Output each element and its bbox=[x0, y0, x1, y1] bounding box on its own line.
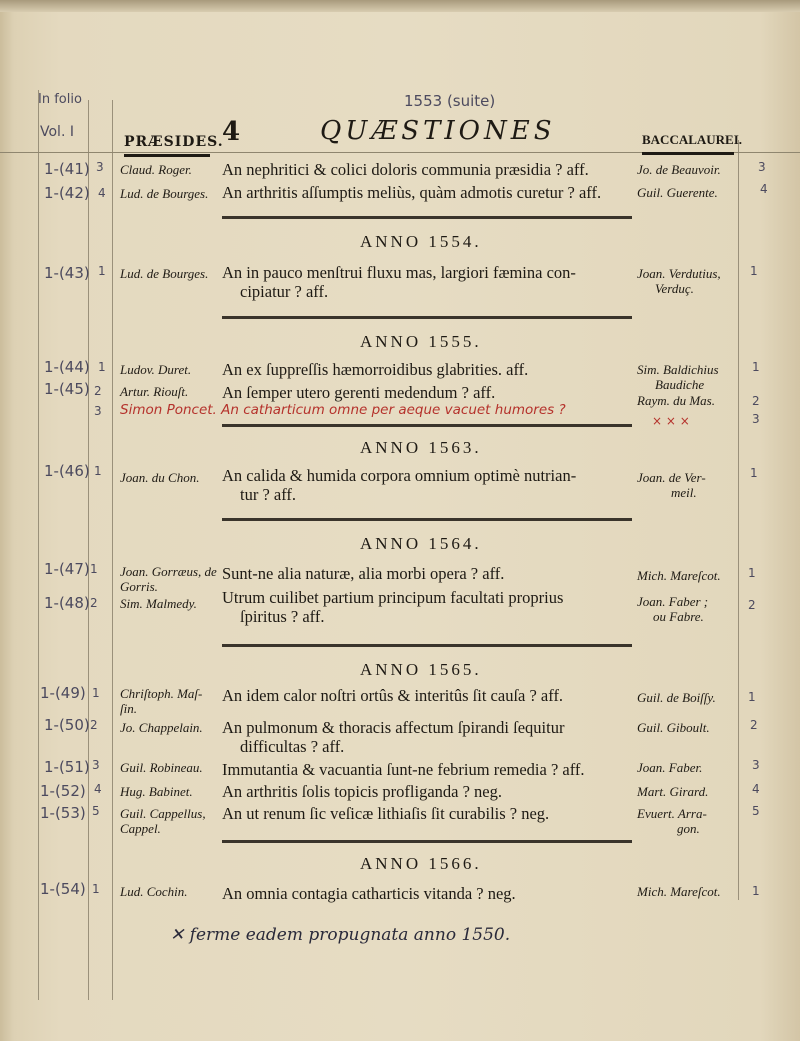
presides-label: PRÆSIDES. bbox=[124, 134, 224, 150]
margin-number: 1-(48) bbox=[44, 594, 90, 612]
year-heading: ANNO 1566. bbox=[360, 854, 482, 873]
margin-line bbox=[88, 100, 89, 1000]
margin-number: 1-(44) bbox=[44, 358, 90, 376]
margin-number: 1-(54) bbox=[40, 880, 86, 898]
praeses-name: Lud. de Bourges. bbox=[120, 186, 209, 201]
thesis-text: An pulmonum & thoracis affectum ſpirandi ſequitur difficultas ? aff. bbox=[222, 718, 565, 756]
header-bar bbox=[642, 152, 734, 155]
side-index: 1 bbox=[748, 690, 756, 704]
side-index: 4 bbox=[752, 782, 760, 796]
side-index: 1 bbox=[752, 884, 760, 898]
side-index: 5 bbox=[752, 804, 760, 818]
praeses-name: Artur. Riouſt. bbox=[120, 384, 189, 399]
praeses-name: Sim. Malmedy. bbox=[120, 596, 197, 611]
margin-number: 1-(46) bbox=[44, 462, 90, 480]
baccalaureus-name: Jo. de Beauvoir. bbox=[637, 162, 721, 177]
margin-number: 1-(53) bbox=[40, 804, 86, 822]
thesis-text: An idem calor noſtri ortûs & interitûs ſit cauſa ? aff. bbox=[222, 686, 564, 705]
year-heading: ANNO 1565. bbox=[360, 660, 482, 679]
side-index: 2 bbox=[750, 718, 758, 732]
pencil-note: In folio bbox=[38, 92, 82, 107]
margin-index: 2 bbox=[90, 718, 98, 732]
baccalaureus-name: Guil. Guerente. bbox=[637, 185, 718, 200]
margin-line bbox=[738, 140, 739, 900]
side-index: 3 bbox=[752, 758, 760, 772]
side-index: 1 bbox=[750, 264, 758, 278]
year-rule bbox=[222, 518, 632, 521]
page-title: QUÆSTIONES bbox=[320, 116, 556, 146]
praeses-name: Lud. de Bourges. bbox=[120, 266, 209, 281]
baccalaureus-name: Joan. Verdutius, Verduç. bbox=[637, 266, 721, 296]
year-heading: ANNO 1564. bbox=[360, 534, 482, 553]
baccalaureus-name: Evuert. Arra- gon. bbox=[637, 806, 707, 836]
margin-number: 1-(51) bbox=[44, 758, 90, 776]
baccalaureus-name: Joan. Faber ; ou Fabre. bbox=[637, 594, 709, 624]
baccalaureus-name: Sim. Baldichius Baudiche bbox=[637, 362, 719, 392]
thesis-text: An nephritici & colici doloris communia præsidia ? aff. bbox=[222, 160, 589, 179]
margin-number: 1-(41) bbox=[44, 160, 90, 178]
margin-index: 1 bbox=[92, 686, 100, 700]
pencil-note: 1553 (suite) bbox=[404, 92, 496, 110]
side-index: 3 bbox=[758, 160, 766, 174]
year-rule bbox=[222, 424, 632, 427]
margin-index: 3 bbox=[94, 404, 102, 418]
year-rule bbox=[222, 216, 632, 219]
baccalaureus-name: Guil. Giboult. bbox=[637, 720, 710, 735]
thesis-text: Immutantia & vacuantia ſunt-ne febrium remedia ? aff. bbox=[222, 760, 585, 779]
margin-number: 1-(50) bbox=[44, 716, 90, 734]
margin-index: 1 bbox=[94, 464, 102, 478]
praeses-name: Hug. Babinet. bbox=[120, 784, 193, 799]
margin-index: 1 bbox=[90, 562, 98, 576]
baccalaurei-label: BACCALAUREI. bbox=[642, 132, 743, 147]
side-index: 2 bbox=[748, 598, 756, 612]
thesis-text: Sunt-ne alia naturæ, alia morbi opera ? aff. bbox=[222, 564, 505, 583]
year-rule bbox=[222, 644, 632, 647]
margin-index: 1 bbox=[98, 264, 106, 278]
praeses-name: Joan. du Chon. bbox=[120, 470, 200, 485]
side-index: 3 bbox=[752, 412, 760, 426]
praeses-name: Guil. Cappellus, Cappel. bbox=[120, 806, 206, 836]
baccalaureus-name: Mich. Mareſcot. bbox=[637, 568, 721, 583]
baccalaureus-name: Joan. de Ver- meil. bbox=[637, 470, 706, 500]
thesis-text: An calida & humida corpora omnium optimè nutrian- tur ? aff. bbox=[222, 466, 577, 504]
thesis-text: An in pauco menſtrui fluxu mas, largiori fæmina con- cipiatur ? aff. bbox=[222, 263, 576, 301]
praeses-name: Joan. Gorræus, de Gorris. bbox=[120, 564, 217, 594]
page-number: 4 bbox=[222, 117, 241, 147]
margin-index: 2 bbox=[94, 384, 102, 398]
year-heading: ANNO 1554. bbox=[360, 232, 482, 251]
year-heading: ANNO 1563. bbox=[360, 438, 482, 457]
margin-number: 1-(49) bbox=[40, 684, 86, 702]
margin-index: 3 bbox=[96, 160, 104, 174]
margin-number: 1-(42) bbox=[44, 184, 90, 202]
margin-number: 1-(43) bbox=[44, 264, 90, 282]
margin-index: 2 bbox=[90, 596, 98, 610]
side-index: 1 bbox=[752, 360, 760, 374]
margin-index: 5 bbox=[92, 804, 100, 818]
margin-line bbox=[38, 90, 39, 1000]
page-top-edge bbox=[0, 0, 800, 12]
header-bar bbox=[124, 154, 210, 157]
thesis-text: An ſemper utero gerenti medendum ? aff. bbox=[222, 383, 496, 402]
margin-number: 1-(52) bbox=[40, 782, 86, 800]
praeses-name: Jo. Chappelain. bbox=[120, 720, 203, 735]
baccalaureus-name: Joan. Faber. bbox=[637, 760, 703, 775]
baccalaureus-name: Mart. Girard. bbox=[637, 784, 709, 799]
red-marks: × × × bbox=[652, 414, 690, 428]
pencil-note: Vol. I bbox=[40, 124, 74, 140]
thesis-text: An omnia contagia catharticis vitanda ? neg. bbox=[222, 884, 516, 903]
margin-index: 3 bbox=[92, 758, 100, 772]
handwritten-footnote: ✕ ferme eadem propugnata anno 1550. bbox=[170, 925, 511, 945]
thesis-text: An ex ſuppreſſis hæmorroidibus glabrities. aff. bbox=[222, 360, 529, 379]
thesis-text: An arthritis ſolis topicis profliganda ? neg. bbox=[222, 782, 502, 801]
side-index: 1 bbox=[750, 466, 758, 480]
praeses-name: Claud. Roger. bbox=[120, 162, 192, 177]
baccalaureus-name: Mich. Mareſcot. bbox=[637, 884, 721, 899]
thesis-text: Utrum cuilibet partium principum facultati proprius ſpiritus ? aff. bbox=[222, 588, 564, 626]
margin-number: 1-(47) bbox=[44, 560, 90, 578]
praeses-name: Guil. Robineau. bbox=[120, 760, 203, 775]
thesis-text: An ut renum ſic veſicæ lithiaſis ſit curabilis ? neg. bbox=[222, 804, 550, 823]
baccalaureus-name: Guil. de Boiſſy. bbox=[637, 690, 716, 705]
red-handwritten-thesis: Simon Poncet. An catharticum omne per aeque vacuet humores ? bbox=[120, 402, 566, 418]
margin-index: 4 bbox=[94, 782, 102, 796]
side-index: 1 bbox=[748, 566, 756, 580]
year-rule bbox=[222, 840, 632, 843]
margin-index: 4 bbox=[98, 186, 106, 200]
margin-line bbox=[112, 100, 113, 1000]
year-heading: ANNO 1555. bbox=[360, 332, 482, 351]
year-rule bbox=[222, 316, 632, 319]
thesis-text: An arthritis aſſumptis meliùs, quàm admotis curetur ? aff. bbox=[222, 183, 602, 202]
side-index: 2 bbox=[752, 394, 760, 408]
side-index: 4 bbox=[760, 182, 768, 196]
baccalaureus-name: Raym. du Mas. bbox=[637, 393, 715, 408]
praeses-name: Lud. Cochin. bbox=[120, 884, 188, 899]
margin-index: 1 bbox=[98, 360, 106, 374]
praeses-name: Chriſtoph. Maſ- ſin. bbox=[120, 686, 203, 716]
margin-number: 1-(45) bbox=[44, 380, 90, 398]
margin-index: 1 bbox=[92, 882, 100, 896]
praeses-name: Ludov. Duret. bbox=[120, 362, 192, 377]
